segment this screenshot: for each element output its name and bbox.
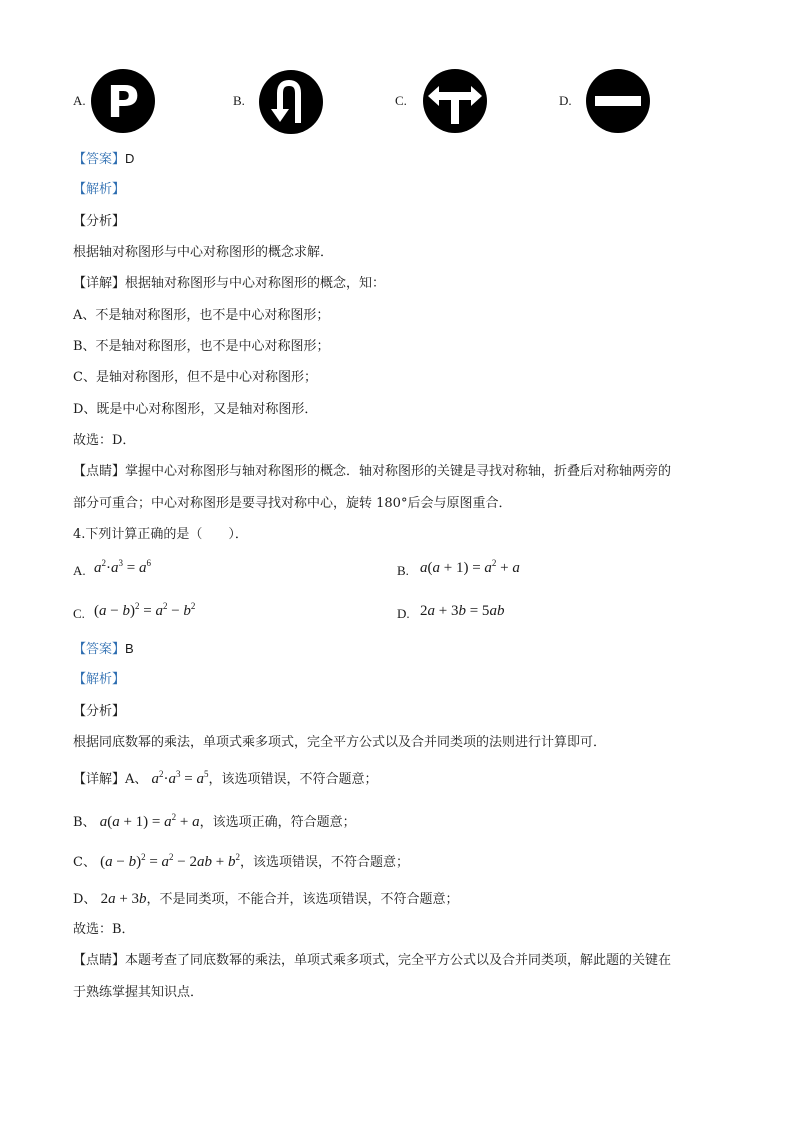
detail-prefix: D、 <box>73 892 97 907</box>
detail-suffix: ，不是同类项，不能合并，该选项错误，不符合题意； <box>146 892 459 907</box>
detail-prefix: B、 <box>73 815 96 830</box>
parking-sign-icon <box>88 66 158 136</box>
q3-line-d: D、既是中心对称图形，又是轴对称图形． <box>73 402 318 417</box>
answer-tag: 【答案】 <box>73 152 126 167</box>
q3-dianjing-line1 <box>73 463 671 481</box>
q4-analysis-tag: 【解析】 <box>73 672 126 687</box>
dianjing-tag: 【点睛】 <box>73 464 126 479</box>
q3-line-b: B、不是轴对称图形，也不是中心对称图形； <box>73 339 330 354</box>
q4-fenxi-tag: 【分析】 <box>73 704 126 719</box>
q4-detail-a <box>73 770 378 789</box>
q3-fenxi-text: 根据轴对称图形与中心对称图形的概念求解． <box>73 245 334 260</box>
q4-detail-b <box>73 813 356 832</box>
q3-analysis-tag: 【解析】 <box>73 182 126 197</box>
q4-answer-line <box>73 640 134 659</box>
answer-value: D <box>125 151 135 166</box>
q4-dianjing-line2: 于熟练掌握其知识点． <box>73 985 204 1000</box>
detail-suffix: ，该选项错误，不符合题意； <box>208 772 378 787</box>
xiangjie-tag: 【详解】 <box>73 772 126 787</box>
detail-a-expr: $a^2\cdot a^3 = a^5$ <box>151 769 209 787</box>
q3-xiangjie-line <box>73 275 385 293</box>
answer-tag: 【答案】 <box>73 642 126 657</box>
dianjing-text-1: 本题考查了同底数幂的乘法，单项式乘多项式，完全平方公式以及合并同类项，解此题的关键在 <box>125 953 672 968</box>
u-turn-sign-icon <box>256 67 326 137</box>
dianjing-tag: 【点睛】 <box>73 953 126 968</box>
q4-detail-d <box>73 890 459 909</box>
q4-option-b-expr: $a(a + 1) = a^2 + a$ <box>420 558 520 576</box>
answer-value: B <box>125 641 134 656</box>
detail-prefix: A、 <box>125 772 148 787</box>
option-b-label: B. <box>233 93 245 108</box>
option-a-label: A. <box>73 93 86 108</box>
q4-option-d-label: D. <box>397 606 410 621</box>
xiangjie-tag: 【详解】 <box>73 276 126 291</box>
q3-line-c: C、是轴对称图形，但不是中心对称图形； <box>73 370 317 385</box>
option-d-label: D. <box>559 93 572 108</box>
q3-line-a: A、不是轴对称图形，也不是中心对称图形； <box>73 308 330 323</box>
xiangjie-text: 根据轴对称图形与中心对称图形的概念，知： <box>125 276 386 291</box>
q4-option-a-expr: $a^2\cdot a^3 = a^6$ <box>94 558 151 576</box>
svg-text:P: P <box>106 77 140 128</box>
q4-option-c-expr: $(a - b)^2 = a^2 - b^2$ <box>94 601 196 619</box>
q4-option-d-expr: 2a + 3b = 5ab <box>420 603 505 619</box>
q4-detail-c <box>73 853 409 872</box>
detail-suffix: ，该选项正确，符合题意； <box>199 815 356 830</box>
q4-choice: 故选：B． <box>73 922 135 937</box>
q4-fenxi-text: 根据同底数幂的乘法，单项式乘多项式，完全平方公式以及合并同类项的法则进行计算即可． <box>73 735 607 750</box>
q4-option-b-label: B. <box>397 563 409 578</box>
q3-dianjing-line2: 部分可重合；中心对称图形是要寻找对称中心，旋转 180°后会与原图重合． <box>73 496 512 511</box>
detail-c-expr: $(a - b)^2 = a^2 - 2ab + b^2$ <box>100 852 240 870</box>
turn-left-right-sign-icon <box>420 66 490 136</box>
q3-fenxi-tag: 【分析】 <box>73 214 126 229</box>
option-c-label: C. <box>395 93 407 108</box>
detail-prefix: C、 <box>73 855 96 870</box>
dianjing-text-1: 掌握中心对称图形与轴对称图形的概念．轴对称图形的关键是寻找对称轴，折叠后对称轴两旁的 <box>125 464 672 479</box>
q3-choice: 故选：D． <box>73 433 136 448</box>
q4-dianjing-line1 <box>73 952 671 970</box>
q3-answer-line <box>73 150 134 169</box>
q4-stem: 4.下列计算正确的是（ ）． <box>73 527 248 542</box>
detail-suffix: ，该选项错误，不符合题意； <box>239 855 409 870</box>
q4-option-a-label: A. <box>73 563 86 578</box>
q4-option-c-label: C. <box>73 606 85 621</box>
no-entry-sign-icon <box>583 66 653 136</box>
detail-b-expr: $a(a + 1) = a^2 + a$ <box>99 812 200 830</box>
detail-d-expr: 2a + 3b <box>100 891 147 907</box>
